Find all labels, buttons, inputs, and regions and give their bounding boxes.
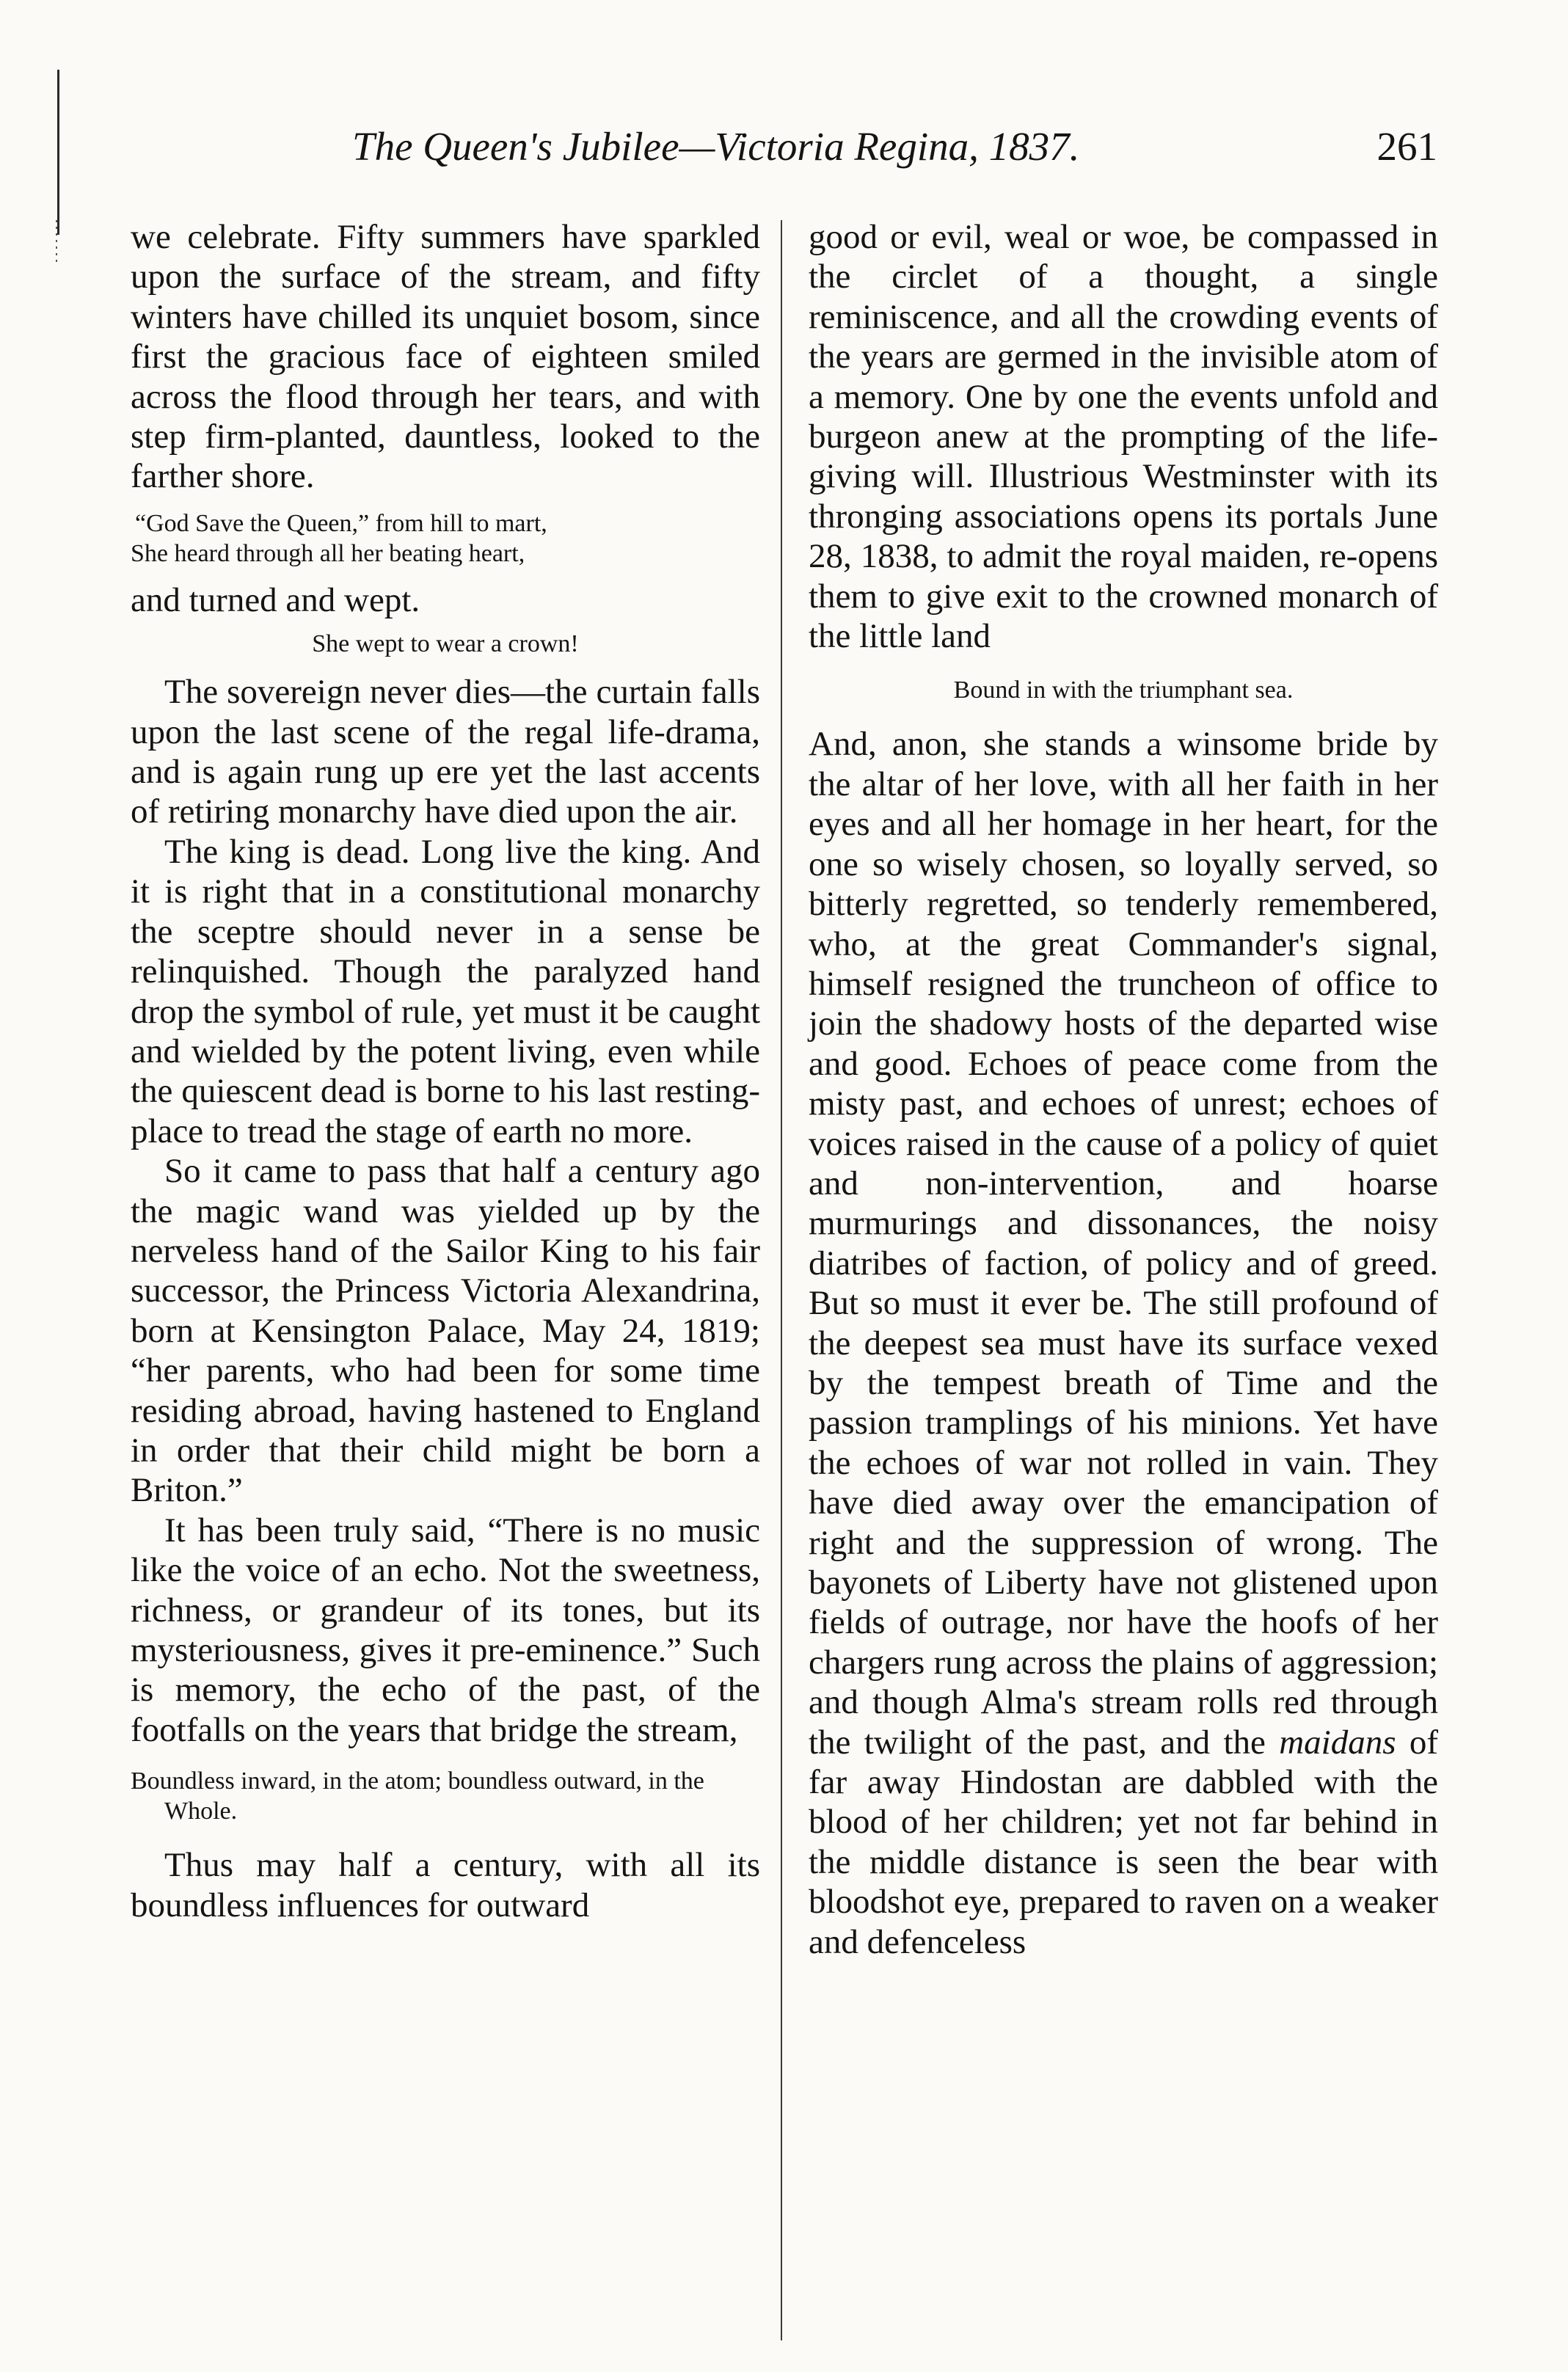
verse-quote: Boundless inward, in the atom; boundless outward, in the Whole. <box>131 1767 704 1825</box>
verse-line: She heard through all her beating heart, <box>131 539 525 567</box>
verse-quote <box>131 508 760 569</box>
paragraph: and turned and wept. <box>131 580 420 619</box>
column-divider <box>781 220 782 2340</box>
paragraph <box>809 724 1438 1962</box>
italic-word: maidans <box>1279 1723 1396 1762</box>
margin-dots <box>56 220 57 264</box>
paragraph-text: of far away Hindostan are dabbled with the blood of her children; yet not far behind in the middle distance is seen the bear with bloodshot eye, prepared to raven on a weaker and defenceless <box>809 1723 1438 1961</box>
page-number: 261 <box>1376 124 1437 169</box>
verse-quote: She wept to wear a crown! <box>312 630 579 658</box>
left-column <box>131 217 760 1925</box>
paragraph: good or evil, weal or woe, be compassed in the circlet of a thought, a single reminiscence, and all the crowding events of the years are germed in the invisible atom of a memory. One by one the events unfold and burgeon anew at the prompting of the life-giving will. Illustrious Westminster with its thronging associations opens its portals June 28, 1838, to admit the royal maiden, re-opens them to give exit to the crowned monarch of the little land <box>809 218 1438 656</box>
paragraph: The sovereign never dies—the curtain falls upon the last scene of the regal life-drama, and is again rung up ere yet the last accents of retiring monarchy have died upon the air. <box>131 673 760 831</box>
verse-line: “God Save the Queen,” from hill to mart, <box>135 509 547 537</box>
paragraph: The king is dead. Long live the king. And it is right that in a constitutional monarchy the sceptre should never in a sense be relinquished. Though the paralyzed hand drop the symbol of rule, yet must it be caught and wielded by the potent living, even while the quiescent dead is borne to his last resting-place to tread the stage of earth no more. <box>131 832 760 1150</box>
paragraph-text: And, anon, she stands a winsome bride by the altar of her love, with all her faith in her eyes and all her homage in her heart, for the one so wisely chosen, so loyally served, so bitterly regretted, so tenderly remembered, who, at the great Commander's signal, himself resigned the truncheon of office to join the shadowy hosts of the departed wise and good. Echoes of peace come from the misty past, and echoes of unrest; echoes of voices raised in the cause of a policy of quiet and non-intervention, and hoarse murmurings and dissonances, the noisy diatribes of faction, of policy and of greed. But so must it ever be. The still profound of the deepest sea must have its surface vexed by the tempest breath of Time and the passion tramplings of his minions. Yet have the echoes of war not rolled in vain. They have died away over the emancipation of right and the suppression of wrong. The bayonets of Liberty have not glistened upon fields of outrage, nor have the hoofs of her chargers rung across the plains of aggression; and though Alma's stream rolls red through the twilight of the past, and the <box>809 725 1438 1762</box>
paragraph: So it came to pass that half a century ago the magic wand was yielded up by the nerveless hand of the Sailor King to his fair successor, the Princess Victoria Alexandrina, born at Kensington Palace, May 24, 1819; “her parents, who had been for some time residing abroad, having hastened to England in order that their child might be born a Briton.” <box>131 1152 760 1510</box>
running-title: The Queen's Jubilee—Victoria Regina, 1837. <box>352 124 1080 169</box>
verse-quote: Bound in with the triumphant sea. <box>953 676 1294 704</box>
margin-rule <box>57 70 59 235</box>
right-column <box>809 217 1438 1962</box>
paragraph: It has been truly said, “There is no music like the voice of an echo. Not the sweetness, richness, or grandeur of its tones, but its mysteriousness, gives it pre-eminence.” Such is memory, the echo of the past, of the footfalls on the years that bridge the stream, <box>131 1511 760 1749</box>
paragraph: we celebrate. Fifty summers have sparkled upon the surface of the stream, and fifty winters have chilled its unquiet bosom, since first the gracious face of eighteen smiled across the flood through her tears, and with step firm-planted, dauntless, looked to the farther shore. <box>131 218 760 496</box>
paragraph: Thus may half a century, with all its boundless influences for outward <box>131 1846 760 1924</box>
